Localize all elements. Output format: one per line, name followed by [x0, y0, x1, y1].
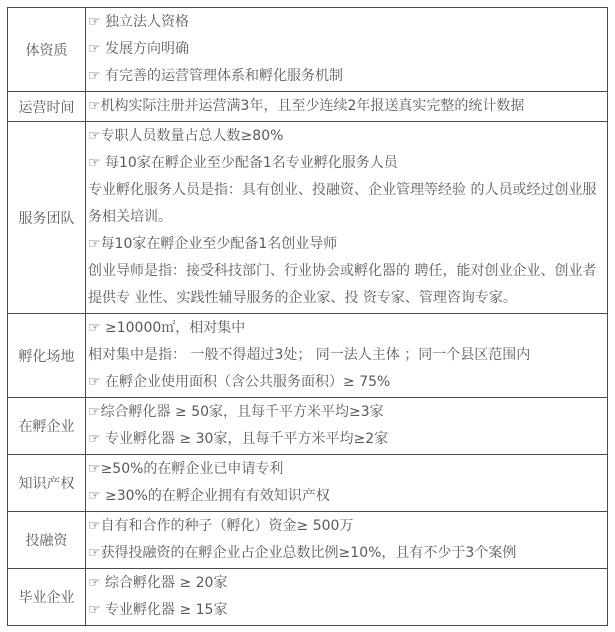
criterion-text: 创业导师是指：接受科技部门、行业协会或孵化器的 聘任，能对创业企业、创业者提供专 业性、实践性辅导服务的企业家、投 资专家、管理咨询专家。: [88, 263, 597, 306]
criterion-text: 综合孵化器 ≥ 50家，且每千平方米平均≥3家: [100, 404, 384, 420]
criterion-text: 有完善的运营管理体系和孵化服务机制: [105, 68, 344, 84]
criterion-line: [88, 150, 605, 177]
row-category-label: 孵化场地: [8, 314, 86, 398]
row-category-label: 知识产权: [8, 455, 86, 512]
criterion-line: [88, 483, 605, 510]
table-row: [8, 455, 608, 512]
criteria-table: [7, 7, 608, 626]
table-row: [8, 92, 608, 122]
criterion-text: ≥10000㎡，相对集中: [105, 320, 246, 336]
pointer-hand-icon: ☞: [88, 236, 101, 252]
criterion-text: ≥50%的在孵企业已申请专利: [100, 461, 284, 477]
criterion-text: 自有和合作的种子（孵化）资金≥ 500万: [100, 518, 354, 534]
table-row: [8, 569, 608, 626]
pointer-hand-icon: ☞: [88, 155, 106, 171]
row-criteria-cell: [86, 314, 608, 398]
pointer-hand-icon: ☞: [88, 41, 106, 57]
criterion-line: [88, 456, 605, 483]
pointer-hand-icon: ☞: [88, 98, 101, 114]
row-criteria-cell: [86, 8, 608, 92]
row-criteria-cell: [86, 569, 608, 626]
criterion-line: [88, 399, 605, 426]
pointer-hand-icon: ☞: [88, 431, 106, 447]
pointer-hand-icon: ☞: [88, 488, 106, 504]
row-criteria-cell: [86, 92, 608, 122]
definition-line: [88, 258, 605, 312]
pointer-hand-icon: ☞: [88, 545, 101, 561]
criterion-line: [88, 9, 605, 36]
criterion-text: 获得投融资的在孵企业占企业总数比例≥10%，且有不少于3个案例: [100, 545, 517, 561]
criterion-line: [88, 63, 605, 90]
criterion-text: 相对集中是指： 一般不得超过3处； 同一法人主体 ；同一个县区范围内: [88, 347, 531, 363]
criterion-line: [88, 426, 605, 453]
row-category-label: 投融资: [8, 512, 86, 569]
criterion-line: [88, 93, 605, 120]
criterion-text: 在孵企业使用面积（含公共服务面积）≥ 75%: [105, 374, 391, 390]
row-category-label: 运营时间: [8, 92, 86, 122]
criteria-table-body: [8, 8, 608, 626]
pointer-hand-icon: ☞: [88, 518, 101, 534]
pointer-hand-icon: ☞: [88, 128, 101, 144]
pointer-hand-icon: ☞: [88, 602, 106, 618]
criterion-text: 专业孵化器 ≥ 15家: [105, 602, 228, 618]
criterion-text: 专业孵化器 ≥ 30家，且每千平方米平均≥2家: [105, 431, 389, 447]
pointer-hand-icon: ☞: [88, 374, 106, 390]
criterion-line: [88, 123, 605, 150]
pointer-hand-icon: ☞: [88, 320, 106, 336]
table-row: [8, 512, 608, 569]
criterion-text: 综合孵化器 ≥ 20家: [105, 575, 228, 591]
criterion-line: [88, 513, 605, 540]
definition-line: [88, 177, 605, 231]
criterion-text: 每10家在孵企业至少配备1名专业孵化服务人员: [105, 155, 398, 171]
criterion-text: 独立法人资格: [105, 14, 190, 30]
criterion-text: 发展方向明确: [105, 41, 190, 57]
pointer-hand-icon: ☞: [88, 404, 101, 420]
row-category-label: 体资质: [8, 8, 86, 92]
criterion-text: ≥30%的在孵企业拥有有效知识产权: [105, 488, 330, 504]
criterion-text: 专业孵化服务人员是指：具有创业、投融资、企业管理等经验 的人员或经过创业服务相关培训。: [88, 182, 597, 225]
criterion-line: [88, 570, 605, 597]
criterion-text: 机构实际注册并运营满3年，且至少连续2年报送真实完整的统计数据: [100, 98, 525, 114]
row-criteria-cell: [86, 398, 608, 455]
row-criteria-cell: [86, 512, 608, 569]
table-row: [8, 398, 608, 455]
row-category-label: 毕业企业: [8, 569, 86, 626]
pointer-hand-icon: ☞: [88, 461, 101, 477]
criterion-text: 每10家在孵企业至少配备1名创业导师: [100, 236, 338, 252]
criterion-text: 专职人员数量占总人数≥80%: [100, 128, 284, 144]
pointer-hand-icon: ☞: [88, 14, 106, 30]
row-category-label: 服务团队: [8, 122, 86, 314]
table-row: [8, 122, 608, 314]
criterion-line: [88, 597, 605, 624]
row-category-label: 在孵企业: [8, 398, 86, 455]
row-criteria-cell: [86, 455, 608, 512]
criterion-line: [88, 231, 605, 258]
criterion-line: [88, 369, 605, 396]
row-criteria-cell: [86, 122, 608, 314]
criterion-line: [88, 315, 605, 342]
criterion-line: [88, 540, 605, 567]
table-row: [8, 314, 608, 398]
definition-line: [88, 342, 605, 369]
pointer-hand-icon: ☞: [88, 575, 106, 591]
pointer-hand-icon: ☞: [88, 68, 106, 84]
criterion-line: [88, 36, 605, 63]
table-row: [8, 8, 608, 92]
